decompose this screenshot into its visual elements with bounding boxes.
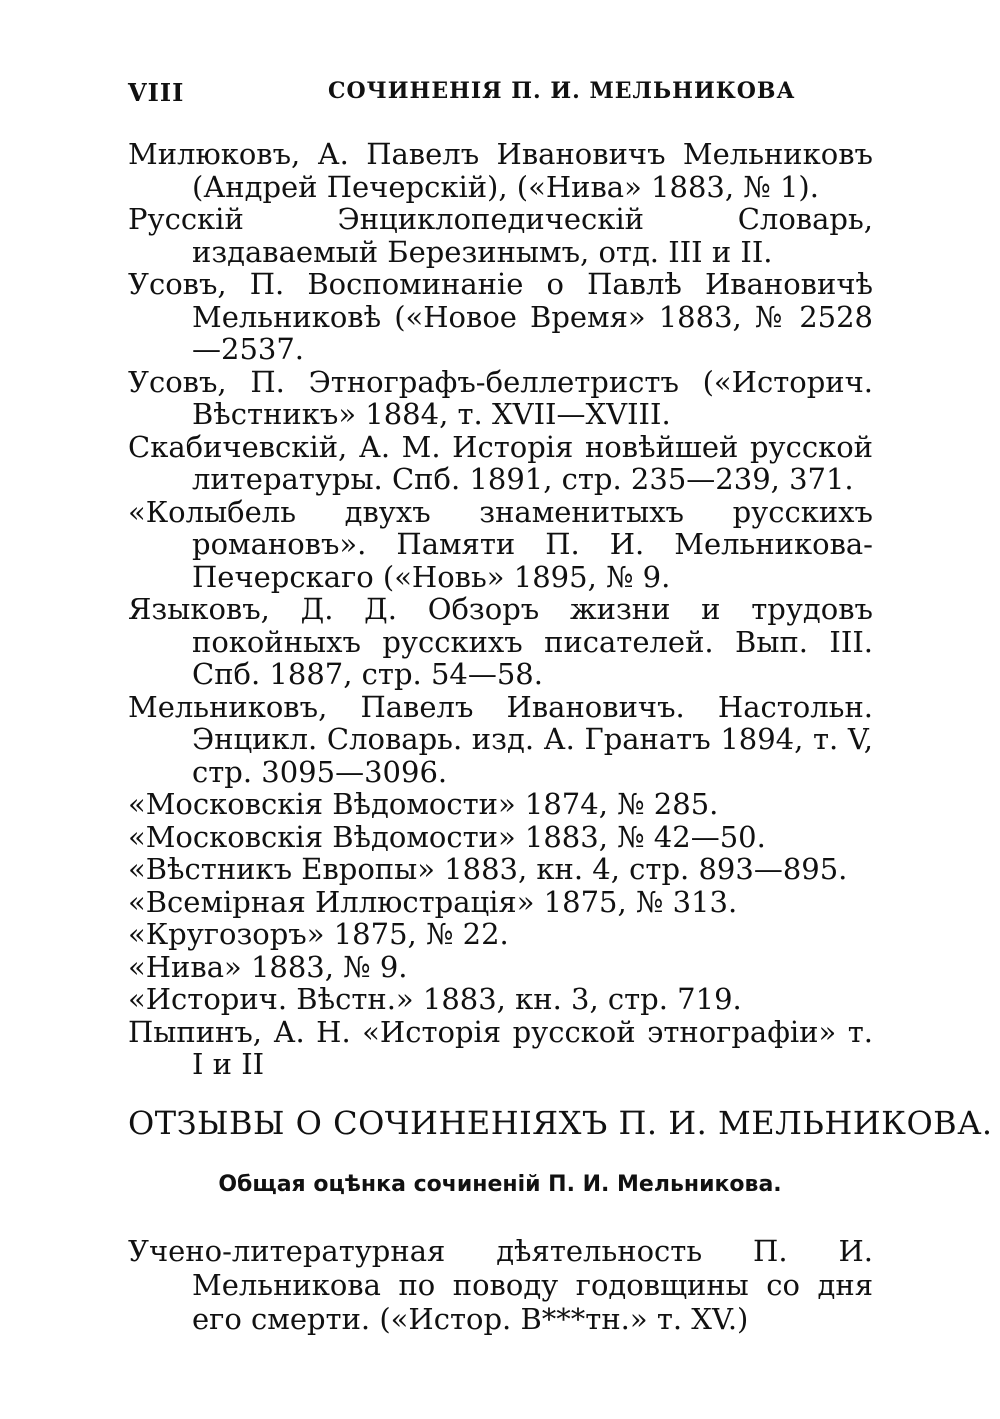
review-entry: Учено-литературная дѣятельность П. И. Мельникова по поводу годовщины со дня его смерти. («Истор. В***тн.» т. XV.) — [128, 1234, 873, 1336]
bibliography-entry: «Колыбель двухъ знаменитыхъ русскихъ романовъ». Памяти П. И. Мельникова-Печерскаго («Новь» 1895, № 9. — [128, 494, 873, 594]
review-entry-block — [128, 1234, 873, 1336]
bibliography-entry: «Московскія Вѣдомости» 1883, № 42—50. — [128, 819, 766, 854]
page-header — [128, 78, 868, 112]
bibliography-entry: Пыпинъ, А. Н. «Исторія русской этнографіи» т. I и II — [128, 1014, 873, 1081]
bibliography-entry: «Историч. Вѣстн.» 1883, кн. 3, стр. 719. — [128, 982, 742, 1016]
bibliography-entry: «Всемірная Иллюстрація» 1875, № 313. — [128, 884, 738, 919]
subsection-heading: Общая оцѣнка сочиненій П. И. Мельникова. — [218, 1172, 782, 1197]
section-heading: ОТЗЫВЫ О СОЧИНЕНІЯХЪ П. И. МЕЛЬНИКОВА. — [128, 1104, 993, 1142]
bibliography-entry: «Московскія Вѣдомости» 1874, № 285. — [128, 787, 719, 821]
bibliography-list — [128, 138, 873, 1081]
bibliography-entry: Усовъ, П. Воспоминаніе о Павлѣ Ивановичѣ Мельниковѣ («Новое Время» 1883, № 2528—2537. — [128, 267, 873, 366]
page-number: VIII — [128, 78, 185, 107]
bibliography-entry: «Вѣстникъ Европы» 1883, кн. 4, стр. 893—895. — [128, 852, 848, 886]
bibliography-entry: Мельниковъ, Павелъ Ивановичъ. Настольн. Энцикл. Словарь. изд. А. Гранатъ 1894, т. V, стр. 3095—3096. — [128, 689, 873, 789]
bibliography-entry: Усовъ, П. Этнографъ-беллетристъ («Историч. Вѣстникъ» 1884, т. XVII—XVIII. — [128, 364, 873, 431]
running-title: СОЧИНЕНІЯ П. И. МЕЛЬНИКОВА — [328, 78, 796, 104]
bibliography-entry: Скабичевскій, А. М. Исторія новѣйшей русской литературы. Спб. 1891, стр. 235—239, 371. — [128, 429, 873, 496]
bibliography-entry: Языковъ, Д. Д. Обзоръ жизни и трудовъ покойныхъ русскихъ писателей. Вып. III. Спб. 1887, стр. 54—58. — [128, 592, 873, 691]
bibliography-entry: «Нива» 1883, № 9. — [128, 949, 408, 984]
bibliography-entry: Русскій Энциклопедическій Словарь, издаваемый Березинымъ, отд. III и II. — [128, 202, 873, 269]
bibliography-entry: «Кругозоръ» 1875, № 22. — [128, 917, 509, 951]
bibliography-entry: Милюковъ, А. Павелъ Ивановичъ Мельниковъ (Андрей Печерскій), («Нива» 1883, № 1). — [128, 137, 873, 204]
